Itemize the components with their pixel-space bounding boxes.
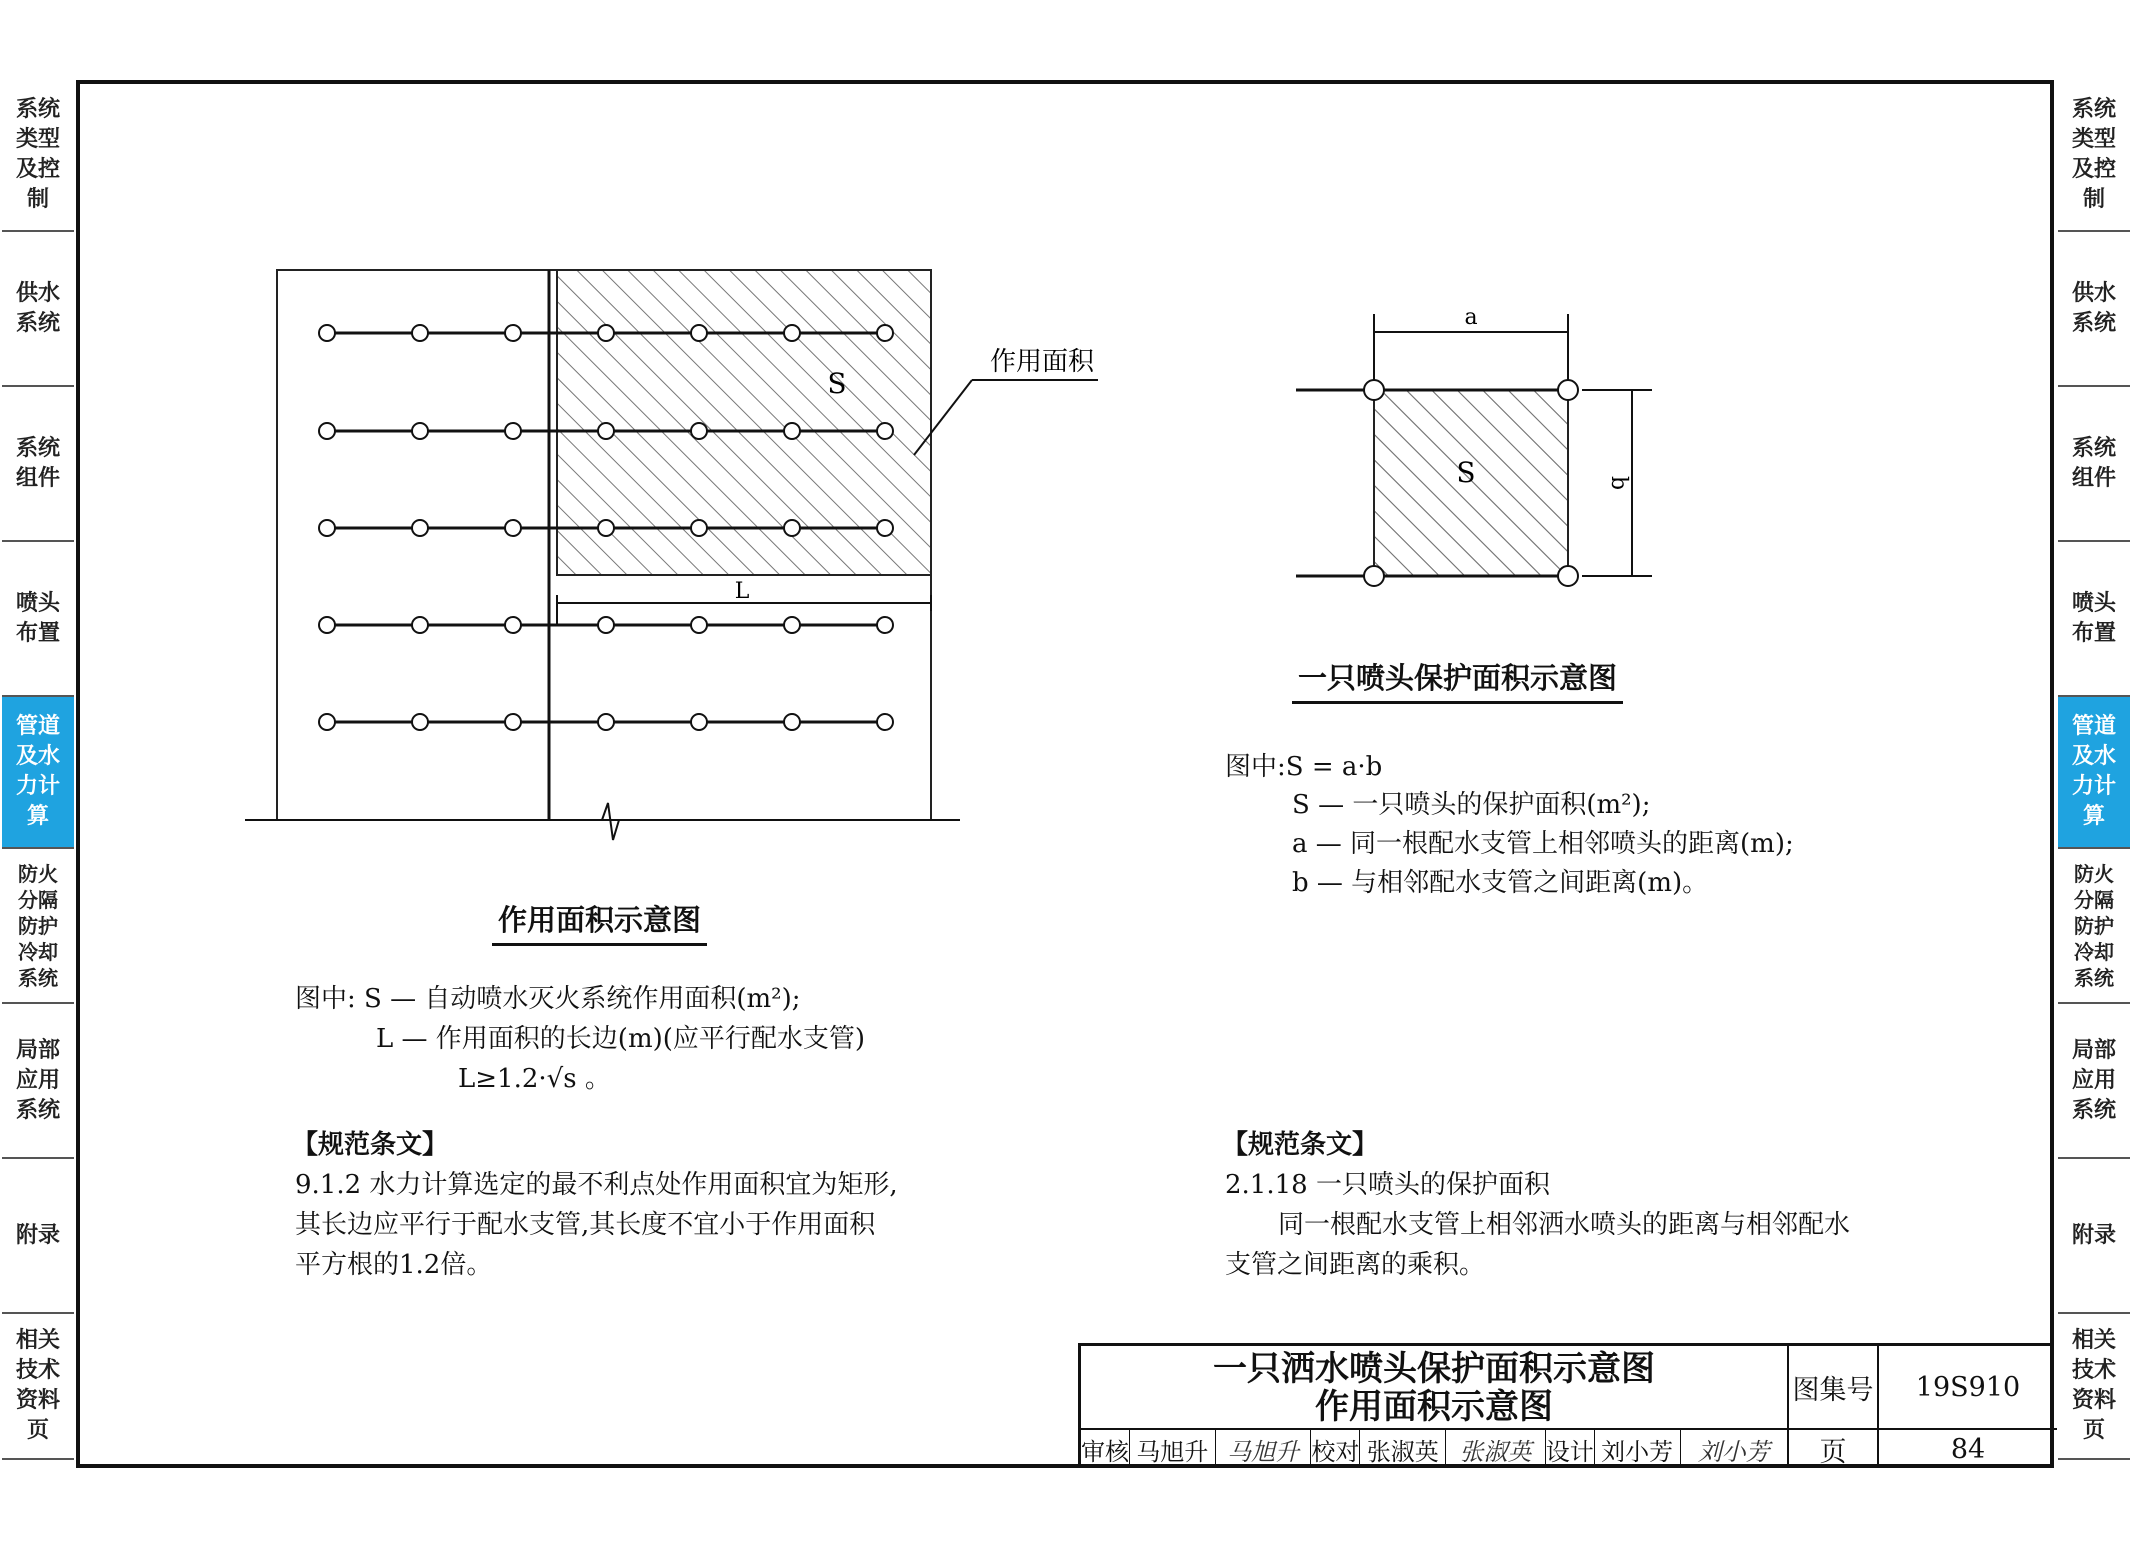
sprinkler-head xyxy=(1558,380,1578,400)
sidebar-tab-label: 管道及水力计算 xyxy=(2071,714,2116,829)
sprinkler-head xyxy=(319,617,335,633)
sprinkler-head xyxy=(691,714,707,730)
sidebar-tab[interactable] xyxy=(2058,697,2130,849)
review-signature: 马旭升 xyxy=(1216,1430,1312,1468)
drawing-title xyxy=(1081,1346,1789,1430)
sprinkler-head xyxy=(877,520,893,536)
sprinkler-head xyxy=(319,423,335,439)
sidebar-tab[interactable] xyxy=(2058,1314,2130,1460)
sidebar-tab[interactable] xyxy=(2058,80,2130,232)
left-caption: 作用面积示意图 xyxy=(492,898,707,946)
sprinkler-head xyxy=(691,617,707,633)
sidebar-tab-label: 供水系统 xyxy=(15,280,60,336)
left-spec-line-1: 9.1.2 水力计算选定的最不利点处作用面积宜为矩形, xyxy=(295,1170,898,1200)
left-legend-2: L — 作用面积的长边(m)(应平行配水支管) xyxy=(376,1024,866,1054)
sidebar-tab-label: 喷头布置 xyxy=(2071,590,2116,646)
sidebar-tab-label: 系统类型及控制 xyxy=(15,97,60,212)
sprinkler-head xyxy=(598,520,614,536)
sprinkler-head xyxy=(1558,566,1578,586)
page-label: 页 xyxy=(1789,1430,1879,1468)
right-sidebar xyxy=(2058,80,2130,1460)
sprinkler-head xyxy=(412,520,428,536)
right-spec-line-2: 同一根配水支管上相邻洒水喷头的距离与相邻配水 xyxy=(1278,1210,1851,1240)
sprinkler-head xyxy=(691,325,707,341)
left-spec-line-3: 平方根的1.2倍。 xyxy=(295,1250,493,1280)
sprinkler-head xyxy=(505,423,521,439)
title-block xyxy=(1078,1343,2054,1468)
sidebar-tab[interactable] xyxy=(2058,849,2130,1004)
sidebar-tab-label: 附录 xyxy=(2071,1222,2116,1248)
sprinkler-head xyxy=(784,325,800,341)
sprinkler-head xyxy=(691,520,707,536)
right-legend-1: 图中:S = a·b xyxy=(1225,752,1383,782)
sprinkler-head xyxy=(412,325,428,341)
sidebar-tab-label: 系统类型及控制 xyxy=(2071,97,2116,212)
left-legend-1: 图中: S — 自动喷水灭火系统作用面积(m²); xyxy=(295,984,801,1014)
signature-row xyxy=(1081,1430,1789,1468)
sprinkler-head xyxy=(784,520,800,536)
right-legend-4: b — 与相邻配水支管之间距离(m)。 xyxy=(1292,868,1709,898)
right-caption: 一只喷头保护面积示意图 xyxy=(1292,656,1623,704)
application-area-diagram xyxy=(230,255,1110,855)
sidebar-tab-label: 相关技术资料页 xyxy=(2071,1328,2116,1443)
sprinkler-head xyxy=(598,325,614,341)
sprinkler-head xyxy=(598,714,614,730)
sidebar-tab[interactable] xyxy=(2,387,74,542)
sidebar-tab[interactable] xyxy=(2,1004,74,1159)
b-label: b xyxy=(1606,475,1631,491)
sprinkler-head xyxy=(1364,380,1384,400)
sidebar-tab[interactable] xyxy=(2058,232,2130,387)
sidebar-tab[interactable] xyxy=(2,542,74,697)
review-name: 马旭升 xyxy=(1130,1430,1216,1468)
break-mark xyxy=(602,803,619,840)
sidebar-tab-label: 相关技术资料页 xyxy=(15,1328,60,1443)
review-label: 审核 xyxy=(1081,1430,1130,1468)
sprinkler-protection-diagram xyxy=(1290,300,1670,600)
sprinkler-head xyxy=(877,423,893,439)
sprinkler-head xyxy=(598,617,614,633)
sprinkler-head xyxy=(319,325,335,341)
sidebar-tab-label: 防火分隔防护冷却系统 xyxy=(2074,861,2114,990)
sprinkler-head xyxy=(784,423,800,439)
s-label-right: S xyxy=(1456,456,1476,489)
sidebar-tab-label: 管道及水力计算 xyxy=(15,714,60,829)
sprinkler-head xyxy=(877,617,893,633)
area-label: 作用面积 xyxy=(990,347,1095,377)
check-name: 张淑英 xyxy=(1360,1430,1446,1468)
sidebar-tab[interactable] xyxy=(2,697,74,849)
sidebar-tab[interactable] xyxy=(2,1159,74,1314)
design-signature: 刘小芳 xyxy=(1697,1437,1770,1466)
sprinkler-head xyxy=(319,714,335,730)
sprinkler-head xyxy=(598,423,614,439)
sidebar-tab-label: 附录 xyxy=(15,1222,60,1248)
drawing-title-line-1: 一只洒水喷头保护面积示意图 xyxy=(1213,1349,1655,1389)
sidebar-tab-label: 局部应用系统 xyxy=(2071,1037,2116,1123)
a-label: a xyxy=(1464,305,1478,330)
sprinkler-head xyxy=(877,325,893,341)
sidebar-tab[interactable] xyxy=(2058,1004,2130,1159)
sidebar-tab-label: 喷头布置 xyxy=(15,590,60,646)
s-label: S xyxy=(827,367,847,400)
left-spec-heading: 【规范条文】 xyxy=(292,1130,449,1160)
sprinkler-head xyxy=(877,714,893,730)
right-spec-line-3: 支管之间距离的乘积。 xyxy=(1225,1250,1486,1280)
left-spec-line-2: 其长边应平行于配水支管,其长度不宜小于作用面积 xyxy=(295,1210,876,1240)
sidebar-tab-label: 系统组件 xyxy=(2071,435,2116,491)
atlas-number-value: 19S910 xyxy=(1879,1346,2057,1430)
right-legend-2: S — 一只喷头的保护面积(m²); xyxy=(1292,790,1651,820)
sidebar-tab[interactable] xyxy=(2,849,74,1004)
sidebar-tab-label: 局部应用系统 xyxy=(15,1037,60,1123)
sprinkler-head xyxy=(505,617,521,633)
sprinkler-head xyxy=(412,714,428,730)
left-sidebar xyxy=(2,80,74,1460)
sprinkler-head xyxy=(505,714,521,730)
sprinkler-head xyxy=(691,423,707,439)
design-label: 设计 xyxy=(1546,1430,1595,1468)
sprinkler-head xyxy=(319,520,335,536)
sidebar-tab[interactable] xyxy=(2,232,74,387)
l-label: L xyxy=(734,579,750,604)
right-legend-3: a — 同一根配水支管上相邻喷头的距离(m); xyxy=(1292,829,1794,859)
sprinkler-head xyxy=(784,617,800,633)
check-label: 校对 xyxy=(1311,1430,1360,1468)
sidebar-tab-label: 系统组件 xyxy=(15,435,60,491)
atlas-number-label: 图集号 xyxy=(1789,1346,1879,1430)
sidebar-tab[interactable] xyxy=(2058,1159,2130,1314)
check-signature: 张淑英 xyxy=(1446,1430,1546,1468)
sidebar-tab[interactable] xyxy=(2058,387,2130,542)
sidebar-tab[interactable] xyxy=(2,80,74,232)
right-spec-heading: 【规范条文】 xyxy=(1222,1130,1379,1160)
page-number: 84 xyxy=(1950,1433,1986,1465)
sprinkler-head xyxy=(784,714,800,730)
sidebar-tab-label: 防火分隔防护冷却系统 xyxy=(18,861,58,990)
left-legend-3: L≥1.2·√s 。 xyxy=(458,1064,611,1094)
sprinkler-head xyxy=(412,423,428,439)
sprinkler-head xyxy=(505,325,521,341)
sidebar-tab[interactable] xyxy=(2058,542,2130,697)
design-name: 刘小芳 xyxy=(1595,1430,1681,1468)
sidebar-tab-label: 供水系统 xyxy=(2071,280,2116,336)
sprinkler-head xyxy=(1364,566,1384,586)
sprinkler-head xyxy=(505,520,521,536)
right-spec-line-1: 2.1.18 一只喷头的保护面积 xyxy=(1225,1170,1550,1200)
sprinkler-head xyxy=(412,617,428,633)
sidebar-tab[interactable] xyxy=(2,1314,74,1460)
drawing-title-line-2: 作用面积示意图 xyxy=(1315,1387,1553,1427)
